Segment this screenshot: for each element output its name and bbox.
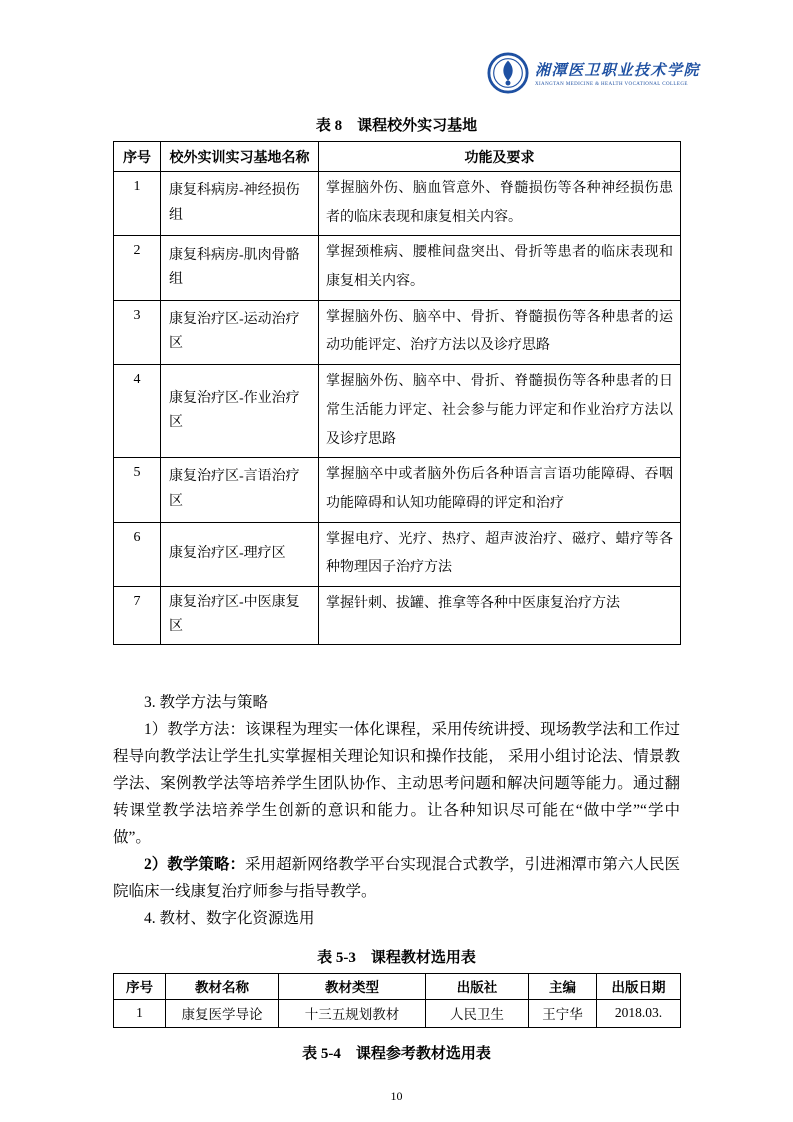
- paragraph-teaching-strategy: [113, 851, 680, 905]
- col-header-textbook-type: 教材类型: [279, 973, 426, 999]
- col-header-editor: 主编: [529, 973, 597, 999]
- college-logo-text: [535, 59, 700, 87]
- col-header-publisher: 出版社: [426, 973, 529, 999]
- col-header-no: 序号: [114, 973, 166, 999]
- table-row: [114, 365, 681, 458]
- cell-function: 掌握电疗、光疗、热疗、超声波治疗、磁疗、蜡疗等各种物理因子治疗方法: [319, 522, 681, 586]
- table-row: [114, 458, 681, 522]
- college-name-en: XIANGTAN MEDICINE & HEALTH VOCATIONAL COLLEGE: [534, 82, 688, 87]
- cell-no: 1: [114, 999, 166, 1027]
- cell-no: 7: [114, 586, 161, 644]
- cell-function: 掌握颈椎病、腰椎间盘突出、骨折等患者的临床表现和康复相关内容。: [319, 236, 681, 300]
- college-logo: [487, 52, 700, 94]
- college-name: 湘潭医卫职业技术学院: [534, 63, 700, 79]
- paragraph-rest: 采用超新网络教学平台实现混合式教学，引进湘潭市第六人民医院临床一线康复治疗师参与指导教学。: [113, 855, 680, 900]
- page-header: [113, 52, 700, 100]
- col-header-function: 功能及要求: [319, 142, 681, 172]
- cell-no: 3: [114, 300, 161, 364]
- page-number: 10: [390, 1088, 403, 1103]
- cell-base-name: 康复治疗区-作业治疗区: [161, 365, 319, 458]
- cell-pub-date: 2018.03.: [597, 999, 681, 1027]
- cell-no: 5: [114, 458, 161, 522]
- cell-function: 掌握脑外伤、脑卒中、骨折、脊髓损伤等各种患者的日常生活能力评定、社会参与能力评定和作业治疗方法以及诊疗思路: [319, 365, 681, 458]
- table-row: [114, 999, 681, 1027]
- table-row: [114, 172, 681, 236]
- cell-function: 掌握脑卒中或者脑外伤后各种语言言语功能障碍、吞咽功能障碍和认知功能障碍的评定和治疗: [319, 458, 681, 522]
- cell-editor: 王宁华: [529, 999, 597, 1027]
- college-logo-icon: [487, 52, 529, 94]
- body-text: [113, 689, 680, 932]
- section-heading-4: 4. 教材、数字化资源选用: [144, 909, 315, 927]
- table54-title: 表 5-4 课程参考教材选用表: [302, 1045, 491, 1062]
- paragraph-teaching-methods: 1）教学方法：该课程为理实一体化课程，采用传统讲授、现场教学法和工作过程导向教学法让学生扎实掌握相关理论知识和操作技能， 采用小组讨论法、情景教学法、案例教学法等培养学生团队协作、主动思考问题和解决问题等能力。通过翻转课堂教学法培养学生创新的意识和能力。让各种知识尽可能在“做中学”“学中做”。: [113, 720, 680, 846]
- cell-publisher: 人民卫生: [426, 999, 529, 1027]
- cell-base-name: 康复科病房-肌肉骨骼组: [161, 236, 319, 300]
- table-row: [114, 522, 681, 586]
- col-header-textbook-name: 教材名称: [166, 973, 279, 999]
- cell-no: 4: [114, 365, 161, 458]
- cell-no: 2: [114, 236, 161, 300]
- cell-base-name: 康复治疗区-运动治疗区: [161, 300, 319, 364]
- cell-no: 1: [114, 172, 161, 236]
- section-heading-3: 3. 教学方法与策略: [144, 693, 269, 711]
- col-header-base-name: 校外实训实习基地名称: [161, 142, 319, 172]
- table53-header-row: [114, 973, 681, 999]
- cell-textbook-type: 十三五规划教材: [279, 999, 426, 1027]
- cell-function: 掌握脑外伤、脑血管意外、脊髓损伤等各种神经损伤患者的临床表现和康复相关内容。: [319, 172, 681, 236]
- cell-base-name: 康复科病房-神经损伤组: [161, 172, 319, 236]
- paragraph-lead: 2）教学策略：: [144, 855, 246, 873]
- cell-no: 6: [114, 522, 161, 586]
- cell-base-name: 康复治疗区-理疗区: [161, 522, 319, 586]
- cell-textbook-name: 康复医学导论: [166, 999, 279, 1027]
- cell-function: 掌握脑外伤、脑卒中、骨折、脊髓损伤等各种患者的运动功能评定、治疗方法以及诊疗思路: [319, 300, 681, 364]
- cell-function: 掌握针刺、拔罐、推拿等各种中医康复治疗方法: [319, 586, 681, 644]
- table-row: [114, 586, 681, 644]
- table8-title: 表 8 课程校外实习基地: [315, 118, 478, 134]
- table53-title: 表 5-3 课程教材选用表: [317, 949, 476, 966]
- cell-base-name: 康复治疗区-中医康复区: [161, 586, 319, 644]
- col-header-pub-date: 出版日期: [597, 973, 681, 999]
- table8-header-row: [114, 142, 681, 172]
- col-header-no: 序号: [114, 142, 161, 172]
- table8: [113, 141, 681, 645]
- table-row: [114, 236, 681, 300]
- table-row: [114, 300, 681, 364]
- table53: [113, 973, 681, 1028]
- cell-base-name: 康复治疗区-言语治疗区: [161, 458, 319, 522]
